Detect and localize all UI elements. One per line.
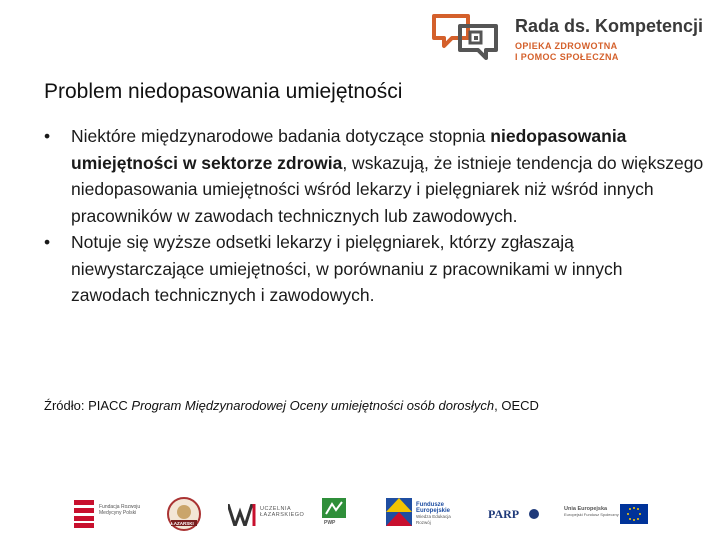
speech-bubbles-icon (430, 12, 506, 62)
slide-title: Problem niedopasowania umiejętności (44, 80, 403, 103)
lazarski-seal-logo (166, 494, 202, 534)
uczelnia-line1: UCZELNIA (260, 506, 292, 512)
pfr-emblem-icon (74, 500, 94, 528)
bullet-text-bold: niedopasowania umiejętności w sektorze zdrowia (71, 126, 627, 173)
fe-line3: Wiedza Edukacja Rozwój (416, 514, 451, 525)
fundusze-europejskie-logo (386, 494, 466, 534)
uczelnia-logo (228, 494, 305, 534)
source-prefix: Źródło: PIACC (44, 398, 132, 413)
source-note (44, 398, 539, 413)
ue-text (564, 506, 619, 518)
uczelnia-line2: ŁAZARSKIEGO (260, 512, 305, 518)
bullet-text-pre: Notuje się wyższe odsetki lekarzy i pielęgniarek, którzy zgłaszają niewystarczające umiejętności, w porównaniu z pracownikami w innych zawodach technicznych i zawodowych. (71, 232, 623, 305)
unia-europejska-logo (564, 494, 650, 534)
bullet-marker: • (44, 232, 51, 252)
brand-subtitle (515, 41, 619, 63)
bullet-marker: • (44, 126, 51, 146)
pfr-logo (74, 494, 154, 534)
fe-line2: Europejskie (416, 508, 451, 514)
brand-title: Rada ds. Kompetencji (515, 16, 704, 36)
pwp-text: PWP (324, 520, 336, 526)
parp-logo (488, 494, 542, 534)
bullet-list (44, 123, 704, 309)
fe-line1: Fundusze (416, 502, 444, 508)
fe-text (416, 502, 466, 526)
source-suffix: , OECD (494, 398, 539, 413)
ue-line1: Unia Europejska (564, 506, 608, 512)
uczelnia-w-icon (228, 504, 258, 526)
parp-text: PARP (488, 507, 520, 521)
bullet-item (44, 123, 704, 229)
footer-logos (0, 494, 720, 534)
brand-subtitle-line2: I POMOC SPOŁECZNA (515, 52, 619, 62)
uczelnia-text (260, 506, 304, 518)
lazarski-text: ŁAZARSKI (171, 521, 194, 526)
brand-subtitle-line1: OPIEKA ZDROWOTNA (515, 41, 618, 51)
bullet-text-post: , wskazują, że istnieje tendencja do większego niedopasowania umiejętności wśród lekarzy i pielęgniarek niż wśród innych pracowników w zawodach technicznych lub zawodowych. (71, 152, 704, 226)
parp-star-icon (528, 508, 540, 520)
eu-flag-icon (620, 504, 648, 524)
bullet-text-pre: Niektóre międzynarodowe badania dotyczące stopnia (71, 126, 491, 146)
ue-line2: Europejski Fundusz Społeczny (564, 512, 619, 517)
brand-logo (430, 10, 710, 62)
source-title: Program Międzynarodowej Oceny umiejętności osób dorosłych (131, 398, 495, 413)
pfr-text: Fundacja Rozwoju Medycyny Polski (99, 504, 141, 516)
bullet-item (44, 229, 704, 309)
pwp-logo (322, 494, 346, 534)
fe-emblem-icon (386, 498, 412, 526)
